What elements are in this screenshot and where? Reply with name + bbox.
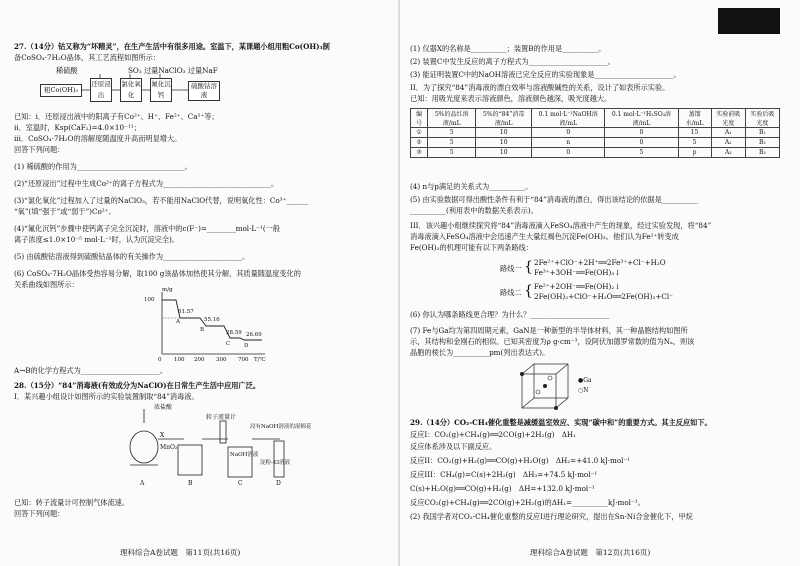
table-header: 蒸馏水/mL <box>678 109 711 128</box>
graph-point-c: C <box>226 341 231 347</box>
q28-line-2: I．某兴趣小组设计如图所示的实验装置制取“84”消毒液。 <box>14 392 199 401</box>
table-cell: 0 <box>532 128 605 138</box>
graph-point-a: A <box>176 319 180 325</box>
table-cell: 10 <box>476 148 532 158</box>
q29-line-7: 反应CO₂(g)+CH₄(g)══2CO(g)+2H₂(g)的ΔH₁=__________kJ·mol⁻¹。 <box>410 498 645 507</box>
flow-step-3: 氟化沉钙 <box>150 78 172 102</box>
table-cell: ② <box>411 138 428 148</box>
graph-x-label: T/℃ <box>254 357 266 363</box>
table-cell: 5 <box>678 138 711 148</box>
graph-point-d: D <box>244 343 249 349</box>
left-footer: 理科综合A卷试题 第11页(共16页) <box>120 548 241 557</box>
q27-line-3: 已知：i．还原浸出液中的阳离子有Co²⁺、H⁺、Fe²⁺、Ca²⁺等； <box>14 112 219 121</box>
apparatus-label-mno2: MnO₂ <box>160 444 178 451</box>
apparatus-label-b: B <box>188 480 193 487</box>
table-cell: 15 <box>678 128 711 138</box>
route-2-label: 路线二 <box>500 288 522 297</box>
table-cell: B₁ <box>745 128 779 138</box>
apparatus-label-c: C <box>238 480 243 487</box>
process-flow-diagram <box>40 66 310 108</box>
q28c-after-routes-3: 示，其结构和金刚石的相似。已知其密度为ρ g·cm⁻³，设阿伏加德罗常数的值为Nₐ，则该 <box>410 337 695 346</box>
mass-temperature-graph <box>140 288 270 366</box>
apparatus-label-x: X <box>160 432 165 439</box>
table-cell: A₁ <box>711 128 745 138</box>
q28c-line-5: 已知：用吸光度来表示溶液颜色，溶液颜色越深，吸光度越大。 <box>410 94 612 103</box>
flow-feed: 粗Co(OH)₃ <box>40 84 82 97</box>
q28c-after-routes-1: (6) 你认为哪条路线更合理？为什么？______________________ <box>410 310 610 319</box>
apparatus-label-funnel: 浓盐酸 <box>154 404 173 411</box>
flow-product: 硫酸钴溶液 <box>188 81 220 101</box>
redaction-block <box>718 8 780 34</box>
table-cell: 0 <box>605 128 678 138</box>
table-cell: p <box>678 148 711 158</box>
graph-point-d-value: 26.69 <box>246 332 262 338</box>
table-header: 编号 <box>411 109 428 128</box>
table-cell: B₂ <box>745 138 779 148</box>
table-header: 实验前吸光度 <box>711 109 745 128</box>
apparatus-label-wet-cotton: 浸有NaOH溶液的湿棉花 <box>250 424 312 430</box>
apparatus-diagram <box>110 403 320 491</box>
route-1-label: 路线一 <box>500 264 522 273</box>
q28c-after-table-5: 消毒液滴入FeSO₄溶液中会迅速产生大量红褐色沉淀Fe(OH)₃。他们认为Fe²⁺转变成 <box>410 232 679 241</box>
q27-line-1: 27.（14分）钴又称为“坏精灵”，在生产生活中有很多用途。室温下，某课题小组用粗Co(OH)₃制 <box>14 42 330 51</box>
q27-after-graph: A→B的化学方程式为______________________。 <box>14 366 168 375</box>
table-cell: 5 <box>605 148 678 158</box>
table-cell: 5 <box>428 138 476 148</box>
graph-point-b: B <box>200 327 205 333</box>
graph-svg <box>140 288 270 366</box>
table-cell: 10 <box>476 138 532 148</box>
table-cell: n <box>532 138 605 148</box>
table-cell: 0 <box>605 138 678 148</box>
table-cell: 5 <box>428 148 476 158</box>
q27-line-8: (2)“还原浸出”过程中生成Co²⁺的离子方程式为______________________________。 <box>14 179 279 188</box>
q27-line-2: 备CoSO₄·7H₂O晶体，其工艺流程如图所示： <box>14 53 161 62</box>
flow-arrows <box>40 66 310 108</box>
route-1-brace: { <box>524 259 533 275</box>
q27-line-10: “氧”(填“强于”或“弱于”)Co²⁺。 <box>14 207 116 216</box>
q28c-line-4: II．为了探究“84”消毒液的漂白效率与溶液酸碱性的关系，设计了如表所示实验。 <box>410 83 670 92</box>
q29-line-3: 反应体系涉及以下副反应。 <box>410 442 497 451</box>
apparatus-label-d: D <box>276 480 281 487</box>
q27-line-11: (4)“氟化沉钙”步骤中使钙离子完全沉淀时，溶液中的c(F⁻)=________mol·L⁻¹(一般 <box>14 224 281 233</box>
q28c-line-3: (3) 能证明装置C中的NaOH溶液已完全反应的实验现象是______________________。 <box>410 70 681 79</box>
right-footer: 理科综合A卷试题 第12页(共16页) <box>530 548 651 557</box>
q29-line-6: C(s)+H₂O(g)══CO(g)+H₂(g) ΔH=+132.0 kJ·mol⁻¹ <box>410 484 595 493</box>
table-header: 实验后吸光度 <box>745 109 779 128</box>
route-2-eq-2: 2Fe(OH)₂+ClO⁻+H₂O══2Fe(OH)₃+Cl⁻ <box>534 292 673 301</box>
table-row <box>411 148 780 158</box>
graph-x-tick-0: 0 <box>158 357 162 363</box>
graph-x-tick-100: 100 <box>174 357 185 363</box>
table-cell: A₂ <box>711 138 745 148</box>
q28c-after-routes-2: (7) Fe与Ga均为第四周期元素，GaN是一种新型的半导体材料，其一种晶胞结构如图所 <box>410 326 688 335</box>
apparatus-label-ki: 淀粉-KI溶液 <box>260 460 291 466</box>
graph-x-tick-700: 700 <box>238 357 249 363</box>
gan-crystal-cell <box>510 362 630 412</box>
q28c-line-2: (2) 装置C中发生反应的离子方程式为______________________。 <box>410 57 615 66</box>
q28-line-1: 28.（15分）“84”消毒液(有效成分为NaClO)在日常生产生活中应用广泛。 <box>14 381 261 390</box>
crystal-svg <box>510 362 630 412</box>
route-2-brace: { <box>524 283 533 299</box>
graph-y-tick-100: 100 <box>144 297 155 303</box>
apparatus-label-naoh: NaOH溶液 <box>230 452 259 458</box>
table-cell: ③ <box>411 148 428 158</box>
table-header-row <box>411 109 780 128</box>
table-header: 5%的品红溶液/mL <box>428 109 476 128</box>
q29-line-4: 反应II：CO₂(g)+H₂(g)══CO(g)+H₂O(g) ΔH₂=+41.0 kJ·mol⁻¹ <box>410 456 631 465</box>
crystal-legend-ga: ●Ga <box>578 377 592 384</box>
right-page <box>400 0 800 566</box>
crystal-legend-n: ○N <box>578 387 589 394</box>
q27-line-9: (3)“氯化氧化”过程加入了过量的NaClO₃，若不能用NaClO代替，说明氧化性：Co³⁺______ <box>14 196 308 205</box>
table-header: 0.1 mol·L⁻¹H₂SO₄溶液/mL <box>605 109 678 128</box>
q27-line-4: ii．室温时，Ksp(CaF₂)=4.0×10⁻¹¹； <box>14 123 141 132</box>
q28c-line-1: (1) 仪器X的名称是__________；装置B的作用是__________。 <box>410 44 606 53</box>
table-cell: ① <box>411 128 428 138</box>
table-cell: B₃ <box>745 148 779 158</box>
q29-line-2: 反应I：CO₂(g)+CH₄(g)══2CO(g)+2H₂(g) ΔH₁ <box>410 430 577 439</box>
flow-label-reagents: SO₂ 过量NaClO₃ 过量NaF <box>128 66 218 75</box>
q29-line-1: 29.（14分）CO₂-CH₄催化重整是减缓温室效应、实现“碳中和”的重要方式。其主反应如下。 <box>410 418 712 427</box>
graph-point-a-value: 61.57 <box>178 309 194 315</box>
flow-step-1: 还原浸出 <box>90 78 112 102</box>
q27-line-6: 回答下列问题： <box>14 145 65 154</box>
q28-note-1: 已知：转子流量计可控制气体流速。 <box>14 498 130 507</box>
left-page <box>0 0 398 566</box>
experiment-table <box>410 108 780 158</box>
table-header: 0.1 mol·L⁻¹NaOH溶液/mL <box>532 109 605 128</box>
q29-line-5: 反应III：CH₄(g)=C(s)+2H₂(g) ΔH₃=+74.5 kJ·mol⁻¹ <box>410 470 598 479</box>
table-row <box>411 128 780 138</box>
q29-line-8: (2) 我国学者对CO₂-CH₄催化重整的反应I进行理论研究，提出在Sn-Ni合金催化下，甲烷 <box>410 512 693 521</box>
q27-line-7: (1) 稀硫酸的作用为______________________________。 <box>14 162 192 171</box>
route-2-eq-1: Fe²⁺+2OH⁻══Fe(OH)₂↓ <box>534 282 621 291</box>
q27-line-12: 离子浓度≤1.0×10⁻⁵ mol·L⁻¹时，认为沉淀完全)。 <box>14 235 179 244</box>
table-cell: 5 <box>428 128 476 138</box>
graph-point-b-value: 55.16 <box>204 317 220 323</box>
flow-step-2: 氯化氧化 <box>120 78 142 102</box>
apparatus-label-a: A <box>140 480 145 487</box>
q28c-after-table-2: (5) 由实验数据可得出酸性条件有利于“84”消毒液的漂白，得出该结论的依据是__________ <box>410 195 698 204</box>
q28c-after-table-1: (4) n与p满足的关系式为__________。 <box>410 182 533 191</box>
q27-line-5: iii．CoSO₄·7H₂O的溶解度随温度升高而明显增大。 <box>14 134 182 143</box>
graph-x-tick-200: 200 <box>194 357 205 363</box>
graph-y-label: m/g <box>162 287 173 293</box>
q28-note-2: 回答下列问题： <box>14 509 65 518</box>
q28c-after-table-6: Fe(OH)₃的机理可能有以下两条路线： <box>410 243 533 252</box>
route-1-eq-1: 2Fe²⁺+ClO⁻+2H⁺══2Fe³⁺+Cl⁻+H₂O <box>534 258 666 267</box>
table-cell: 10 <box>476 128 532 138</box>
graph-point-c-value: 28.59 <box>226 330 242 336</box>
q27-line-14: (6) CoSO₄·7H₂O晶体受热容易分解，取100 g该晶体加热使其分解，其质量随温度变化的 <box>14 269 301 278</box>
q28c-after-routes-4: 晶胞的棱长为__________pm(列出表达式)。 <box>410 348 550 357</box>
q28c-after-table-4: III．该兴趣小组继续探究将“84”消毒液滴入FeSO₄溶液中产生的现象，经过实验发现，将“84” <box>410 221 712 230</box>
table-cell: A₃ <box>711 148 745 158</box>
flow-label-acid: 稀硫酸 <box>56 66 78 75</box>
q28c-after-table-3: __________(利用表中的数据关系表示)。 <box>410 206 538 215</box>
table-row <box>411 138 780 148</box>
table-header: 5%的“84”消毒液/mL <box>476 109 532 128</box>
graph-x-tick-300: 300 <box>216 357 227 363</box>
route-1-eq-2: Fe³⁺+3OH⁻══Fe(OH)₃↓ <box>534 268 621 277</box>
q27-line-13: (5) 由硫酸钴溶液得到硫酸钴晶体的有关操作为______________________。 <box>14 252 250 261</box>
table-cell: 0 <box>532 148 605 158</box>
q27-line-15: 关系曲线如图所示： <box>14 280 79 289</box>
apparatus-label-flowmeter: 转子流量计 <box>206 414 237 421</box>
